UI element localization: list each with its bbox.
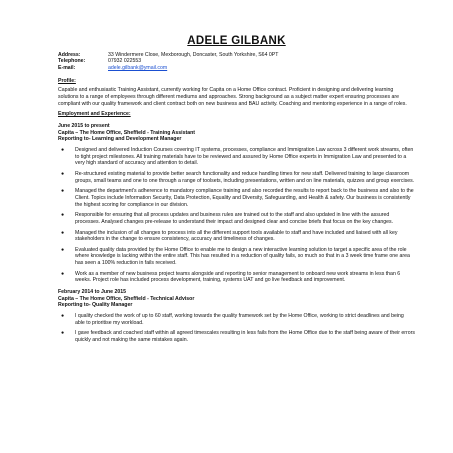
profile-heading: Profile: [58,77,76,84]
job-dates: February 2014 to June 2015 [58,289,127,296]
list-item [58,230,415,243]
list-item-text: Managed the department's adherence to mandatory compliance training and also recorded the results to report back to the business and also to the Client. Topics include Information Security, Data Protection, Equality and Diversity, Safeguarding, and Health & safety. Our business is consistently the highest scoring for compliance in our division. [75,188,414,208]
address-label: Address: [58,51,81,58]
bullet-icon: ● [61,146,65,153]
list-item-text: Evaluated quality data provided by the Home Office to enable me to design a new interactive learning solution to target a specific area of the role where knowledge is lacking within the entire staff. This has resulted in a reduction of quality fails, so much so that in a 3 week time frame one area has seen a 100% reduction in fails received. [75,246,410,267]
list-item-text: I quality checked the work of up to 60 staff, working towards the quality framework set by the Home Office, working to strict deadlines and being able to prioritise my workload. [75,313,404,326]
list-item [58,188,415,208]
list-item-text: Designed and delivered Induction Courses covering IT systems, processes, compliance and Immigration Law across 3 different work streams, often to tight project milestones. All training materials have to be reviewed and assured by Home Office experts in Immigration Law and presented to a very high standard of accuracy and attention to detail. [75,146,414,167]
telephone-label: Telephone: [58,58,86,65]
list-item-text: Work as a member of new business project teams alongside and reporting to senior management to onboard new work streams in less than 6 weeks. Project role has included process development, training, systems UAT and go live feedback and improvement. [75,270,401,284]
experience-heading: Employment and Experience: [58,111,131,118]
list-item-text: Re-structured existing material to provide better search functionality and reduce handling times for new staff. Delivered training to large classroom groups, small teams and one to one through a range of toolsets, including presentations, written and on line materials, quizzes and group exercises. [75,170,415,184]
list-item-text: Managed the inclusion of all changes to process into all the different support tools available to staff and have included and liaised with all key stakeholders in the change to ensure consistency, accuracy and timeliness of changes. [75,229,398,243]
list-item [58,330,415,343]
job-entry [58,123,415,284]
job-reporting-line: Reporting to- Quality Manager [58,302,133,309]
job-company-title: Capita – The Home Office, Sheffield - Technical Advisor [58,295,195,302]
bullet-icon: ● [61,188,65,195]
list-item [58,313,415,326]
bullet-icon: ● [61,212,65,219]
telephone-value: 07932 022553 [108,58,142,65]
candidate-name: ADELE GILBANK [187,35,286,47]
list-item [58,271,415,284]
list-item [58,212,415,225]
bullet-icon: ● [61,229,65,236]
email-label: E-mail: [58,65,76,72]
job-dates: June 2015 to present [58,122,110,129]
contact-block [58,52,415,72]
list-item-text: Responsible for ensuring that all process updates and business rules are trained out to the staff and also updated in line with the assured processes. Analysed changes pre-release to understand their impact and designed clear and concise briefs that focus on the key changes. [75,212,394,225]
list-item-text: I gave feedback and coached staff within all agreed timescales resulting in less fails from the Home Office due to the staff being aware of their errors quickly and not making the same mistakes again. [75,330,415,344]
job-reporting-line: Reporting to- Learning and Development Manager [58,136,182,143]
list-item [58,171,415,184]
address-value: 33 Windermere Close, Mexborough, Doncaster, South Yorkshire, S64 0PT [108,51,279,58]
bullet-icon: ● [61,170,65,177]
email-link[interactable]: adele.gilbank@ymail.com [108,65,168,72]
job-bullet-list [58,147,415,284]
bullet-icon: ● [61,270,65,277]
job-bullet-list [58,313,415,344]
list-item [58,247,415,267]
profile-text: Capable and enthusiastic Training Assistant, currently working for Capita on a Home Office contract. Proficient in designing and delivering learning solutions to a range of employees through different mediums and approaches. Strong background as a subject matter expert ensuring processes are compliant with our quality framework and client contract both on new business and BAU activity. Coaching and mentoring experience in a range of roles. [58,87,407,107]
job-entry [58,289,415,344]
bullet-icon: ● [61,313,65,320]
job-company-title: Capita – The Home Office, Sheffield - Training Assistant [58,129,196,136]
bullet-icon: ● [61,330,65,337]
list-item [58,147,415,167]
bullet-icon: ● [61,246,65,253]
